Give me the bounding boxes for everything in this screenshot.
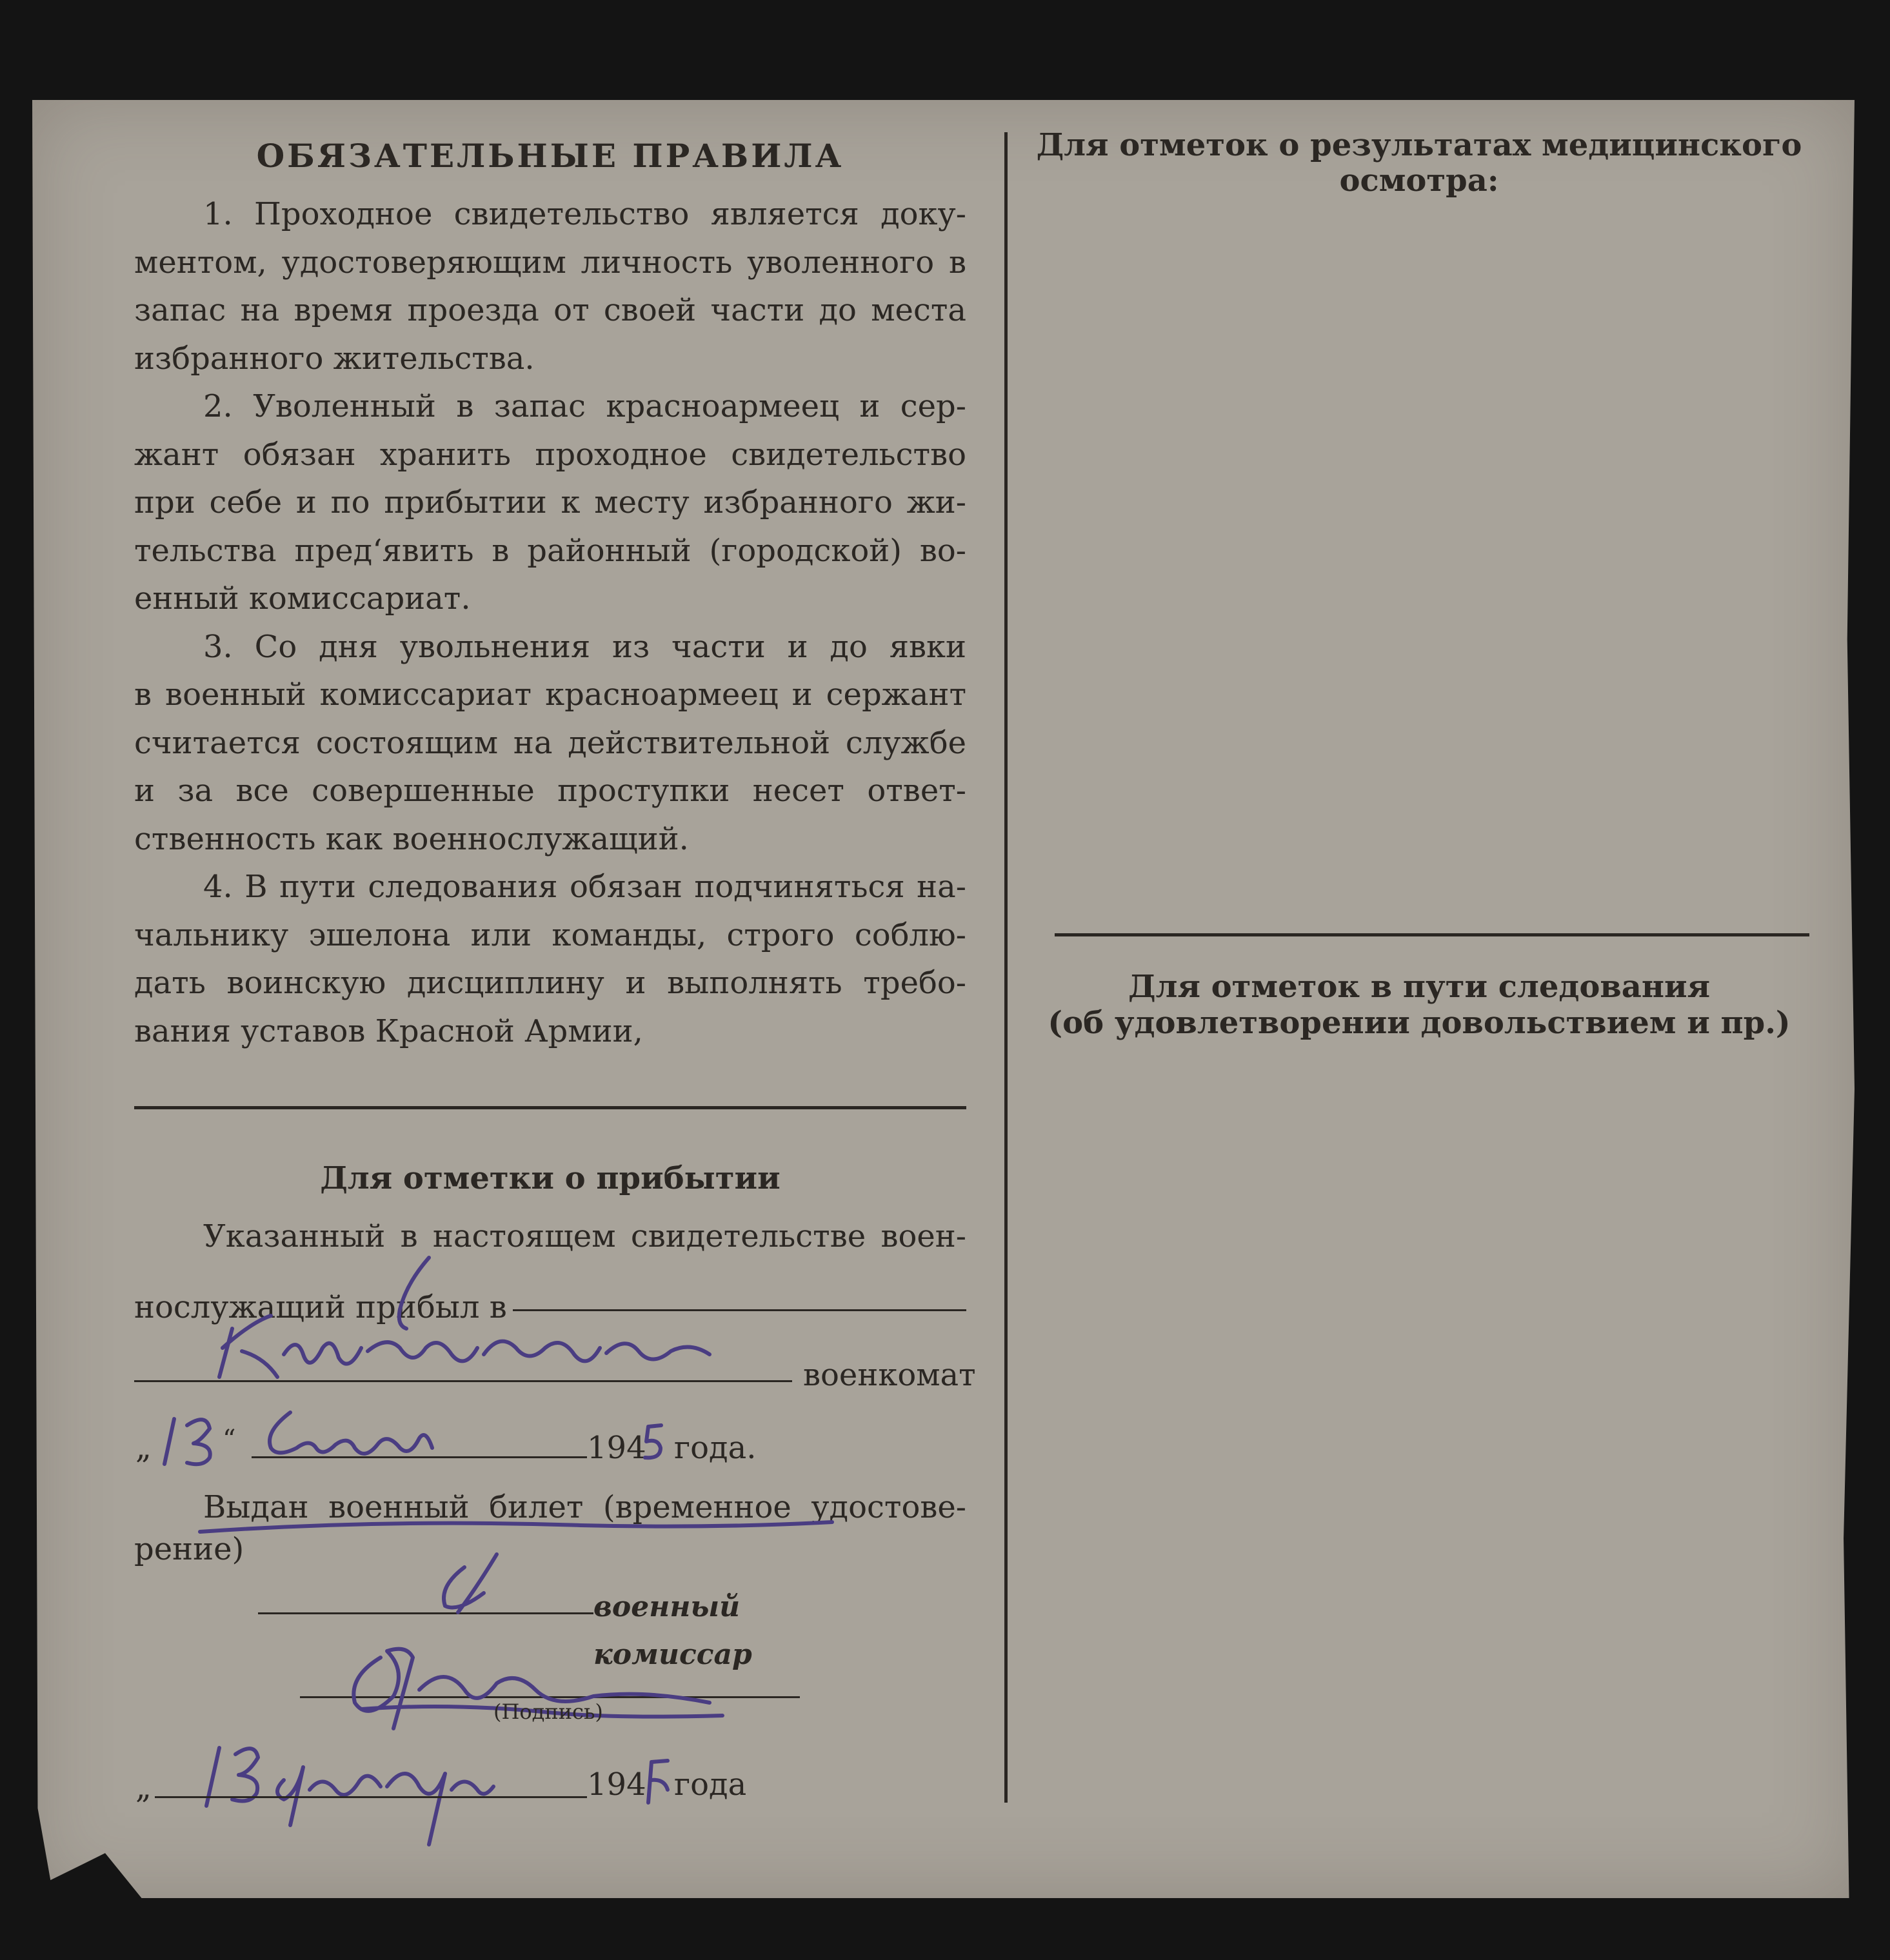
medical-heading-line-1: Для отметок о результатах медицинского xyxy=(1036,127,1802,163)
column-divider xyxy=(1004,132,1008,1803)
rule-4-line-1: 4. В пути следования обязан подчиняться на- xyxy=(203,869,966,905)
arrival-line-2: нослужащий прибыл в xyxy=(134,1289,507,1325)
issued-underline-stroke xyxy=(194,1506,839,1545)
rules-heading: ОБЯЗАТЕЛЬНЫЕ ПРАВИЛА xyxy=(256,137,844,175)
year-1: 194 xyxy=(587,1430,646,1466)
rule-3-line-2: в военный комиссариат красноармеец и сержант xyxy=(134,677,966,713)
year-word-2: года xyxy=(674,1767,747,1803)
date-1-line xyxy=(252,1456,587,1458)
date-1-open-quote: „ xyxy=(135,1430,152,1466)
handwritten-date-1 xyxy=(148,1393,497,1477)
rule-2-line-4: тельства пред‘явить в районный (городской) во- xyxy=(134,532,966,569)
issued-line-1: Выдан военный билет (временное удостове- xyxy=(203,1489,966,1525)
rule-2-line-2: жант обязан хранить проходное свидетельство xyxy=(134,436,966,473)
place-line xyxy=(134,1380,792,1382)
rule-2-line-1: 2. Уволенный в запас красноармеец и сер- xyxy=(203,388,966,424)
issued-line-2: рение) xyxy=(134,1531,244,1567)
commissar-initials xyxy=(413,1548,516,1625)
year-word-1: года. xyxy=(674,1430,757,1466)
rule-3-line-1: 3. Со дня увольнения из части и до явки xyxy=(203,628,966,665)
commissar-label: военный комиссар xyxy=(593,1590,752,1671)
year-2: 194 xyxy=(587,1767,646,1803)
handwritten-place xyxy=(194,1245,748,1387)
rule-3-line-4: и за все совершенные проступки несет ответ- xyxy=(134,773,966,809)
rule-4-line-2: чальнику эшелона или команды, строго соблю- xyxy=(134,916,966,953)
rule-3-line-5: ственность как военнослужащий. xyxy=(134,820,689,857)
rule-4-line-3: дать воинскую дисциплину и выполнять требо- xyxy=(134,965,966,1001)
travel-heading-line-1: Для отметок в пути следования xyxy=(1128,969,1711,1005)
rule-1-line-2: ментом, удостоверяющим личность уволенного в xyxy=(134,244,966,281)
signature-caption: (Подпись) xyxy=(493,1699,603,1724)
rule-3-line-3: считается состоящим на действительной службе xyxy=(134,724,966,761)
military-office-label: военкомат xyxy=(803,1357,976,1393)
handwritten-date-2 xyxy=(174,1728,535,1851)
rule-2-line-5: енный комиссариат. xyxy=(134,580,471,617)
rule-1-line-1: 1. Проходное свидетельство является доку- xyxy=(203,196,966,232)
rules-separator xyxy=(134,1106,966,1109)
rule-4-line-4: вания уставов Красной Армии, xyxy=(134,1013,643,1049)
rule-1-line-3: запас на время проезда от своей части до места xyxy=(134,292,966,328)
date-1-close-quote: “ xyxy=(223,1425,236,1454)
medical-separator xyxy=(1055,933,1809,936)
date-2-line xyxy=(155,1796,587,1798)
travel-heading-line-2: (об удовлетворении довольствием и пр.) xyxy=(1048,1005,1791,1041)
date-2-open-quote: „ xyxy=(135,1770,152,1806)
rule-2-line-3: при себе и по прибытии к месту избранного жи- xyxy=(134,484,966,520)
rule-1-line-4: избранного жительства. xyxy=(134,340,535,377)
year-2-hand-digit xyxy=(639,1754,677,1812)
medical-heading-line-2: осмотра: xyxy=(1339,163,1499,199)
arrival-line-1: Указанный в настоящем свидетельстве воен- xyxy=(203,1218,966,1254)
year-1-hand-digit xyxy=(639,1419,671,1464)
arrival-heading: Для отметки о прибытии xyxy=(320,1160,781,1196)
